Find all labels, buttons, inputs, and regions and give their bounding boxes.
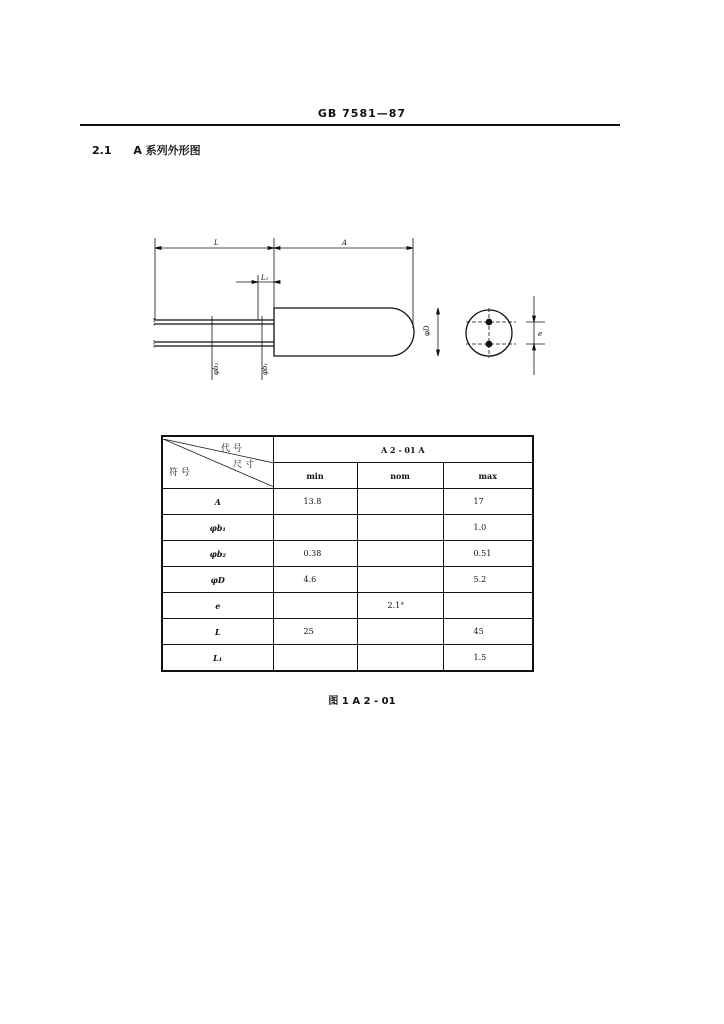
row-symbol: φD [162, 567, 273, 593]
row-min: 25 [273, 619, 357, 645]
row-symbol: φb₂ [162, 541, 273, 567]
column-header-max: max [443, 463, 533, 489]
row-nom [357, 541, 443, 567]
label-L1: L₁ [261, 274, 269, 282]
row-symbol: A [162, 489, 273, 515]
column-header-min: min [273, 463, 357, 489]
outline-drawing [140, 230, 560, 390]
section-title: A 系列外形图 [133, 144, 201, 157]
corner-size-label: 尺 寸 [233, 459, 254, 470]
table-row [162, 567, 533, 593]
row-symbol: e [162, 593, 273, 619]
row-symbol: L₁ [162, 645, 273, 672]
table-row [162, 593, 533, 619]
header-rule [80, 124, 620, 126]
row-min [273, 593, 357, 619]
row-max [443, 593, 533, 619]
table-row [162, 515, 533, 541]
row-nom [357, 489, 443, 515]
row-max: 45 [443, 619, 533, 645]
row-nom [357, 515, 443, 541]
row-min [273, 515, 357, 541]
corner-symbol-label: 符 号 [169, 467, 190, 478]
model-header: A 2 - 01 A [273, 436, 533, 463]
label-phi-b1: φb₁ [261, 362, 269, 375]
table-row [162, 489, 533, 515]
row-max: 1.5 [443, 645, 533, 672]
row-min: 0.38 [273, 541, 357, 567]
row-max: 1.0 [443, 515, 533, 541]
table-row [162, 645, 533, 672]
row-min: 13.8 [273, 489, 357, 515]
corner-diagonals [163, 439, 274, 487]
row-nom [357, 645, 443, 672]
page-header-title: GB 7581—87 [317, 107, 407, 120]
row-nom: 2.1° [357, 593, 443, 619]
row-min [273, 645, 357, 672]
section-number: 2.1 [92, 144, 112, 157]
corner-code-label: 代 号 [221, 443, 242, 454]
row-max: 17 [443, 489, 533, 515]
label-phi-D: φD [423, 325, 431, 336]
label-e: e [538, 330, 543, 338]
dimension-table [161, 435, 534, 672]
row-symbol: φb₁ [162, 515, 273, 541]
row-nom [357, 567, 443, 593]
table-row [162, 619, 533, 645]
label-A: A [342, 239, 348, 247]
table-row [162, 541, 533, 567]
row-symbol: L [162, 619, 273, 645]
section-heading [92, 142, 201, 158]
label-L: L [214, 239, 219, 247]
row-max: 5.2 [443, 567, 533, 593]
row-nom [357, 619, 443, 645]
column-header-nom: nom [357, 463, 443, 489]
row-max: 0.51 [443, 541, 533, 567]
figure-caption: 图 1 A 2 - 01 [328, 696, 396, 707]
table-corner-cell [162, 436, 273, 489]
row-min: 4.6 [273, 567, 357, 593]
label-phi-b2: φb₂ [212, 362, 220, 375]
